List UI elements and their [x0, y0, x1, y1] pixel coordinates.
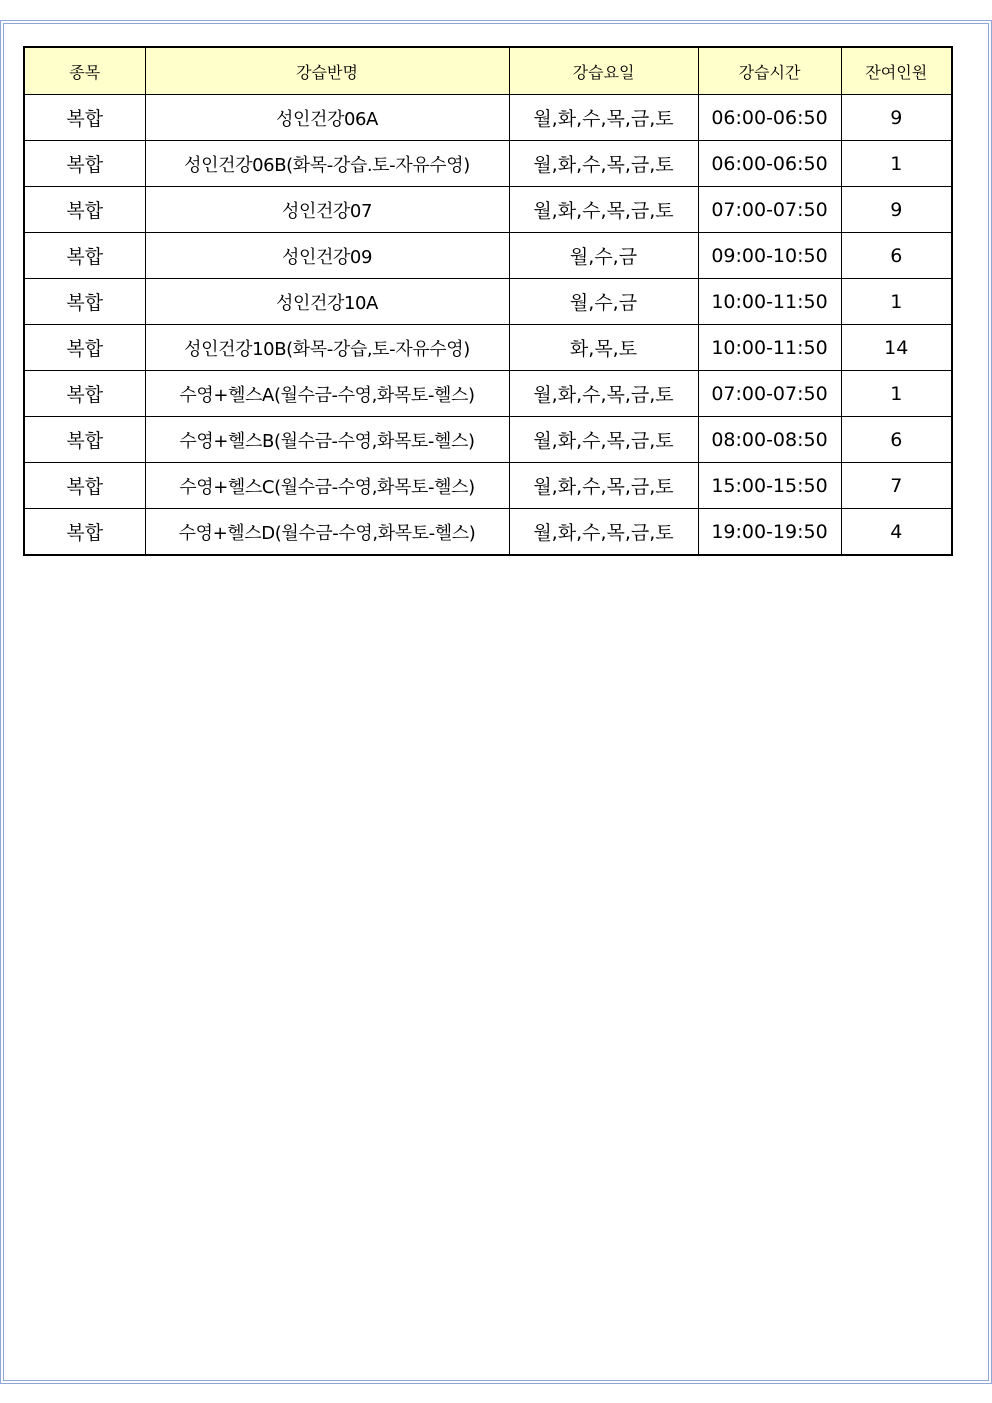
cell-class-time: 06:00-06:50	[698, 95, 841, 141]
header-class-days: 강습요일	[509, 47, 698, 95]
cell-category: 복합	[24, 417, 145, 463]
cell-class-name: 성인건강06A	[145, 95, 509, 141]
cell-remaining-seats: 14	[841, 325, 952, 371]
table-row	[24, 371, 952, 417]
cell-class-days: 월,화,수,목,금,토	[509, 187, 698, 233]
cell-class-time: 08:00-08:50	[698, 417, 841, 463]
cell-class-days: 월,화,수,목,금,토	[509, 463, 698, 509]
cell-class-time: 07:00-07:50	[698, 187, 841, 233]
header-class-time: 강습시간	[698, 47, 841, 95]
table-row	[24, 325, 952, 371]
cell-category: 복합	[24, 141, 145, 187]
cell-class-time: 10:00-11:50	[698, 279, 841, 325]
cell-class-name: 성인건강10A	[145, 279, 509, 325]
cell-class-time: 19:00-19:50	[698, 509, 841, 556]
cell-class-name: 성인건강09	[145, 233, 509, 279]
class-schedule-table	[23, 46, 953, 556]
cell-remaining-seats: 1	[841, 279, 952, 325]
cell-category: 복합	[24, 95, 145, 141]
cell-category: 복합	[24, 279, 145, 325]
cell-remaining-seats: 6	[841, 417, 952, 463]
cell-remaining-seats: 9	[841, 95, 952, 141]
cell-class-days: 월,화,수,목,금,토	[509, 141, 698, 187]
table-row	[24, 279, 952, 325]
cell-category: 복합	[24, 187, 145, 233]
cell-class-days: 월,화,수,목,금,토	[509, 371, 698, 417]
table-row	[24, 141, 952, 187]
header-class-name: 강습반명	[145, 47, 509, 95]
header-category: 종목	[24, 47, 145, 95]
cell-class-days: 월,화,수,목,금,토	[509, 509, 698, 556]
cell-class-name: 수영+헬스B(월수금-수영,화목토-헬스)	[145, 417, 509, 463]
cell-category: 복합	[24, 371, 145, 417]
table-row	[24, 463, 952, 509]
cell-category: 복합	[24, 233, 145, 279]
cell-class-time: 09:00-10:50	[698, 233, 841, 279]
cell-remaining-seats: 7	[841, 463, 952, 509]
cell-class-name: 성인건강07	[145, 187, 509, 233]
header-row	[24, 47, 952, 95]
cell-class-name: 수영+헬스D(월수금-수영,화목토-헬스)	[145, 509, 509, 556]
cell-class-time: 10:00-11:50	[698, 325, 841, 371]
cell-category: 복합	[24, 463, 145, 509]
cell-class-days: 월,수,금	[509, 279, 698, 325]
cell-remaining-seats: 4	[841, 509, 952, 556]
cell-class-time: 07:00-07:50	[698, 371, 841, 417]
table-row	[24, 187, 952, 233]
table-body	[24, 95, 952, 556]
cell-class-days: 월,화,수,목,금,토	[509, 417, 698, 463]
cell-remaining-seats: 1	[841, 141, 952, 187]
header-remaining-seats: 잔여인원	[841, 47, 952, 95]
cell-category: 복합	[24, 325, 145, 371]
table-row	[24, 417, 952, 463]
cell-class-name: 성인건강06B(화목-강습.토-자유수영)	[145, 141, 509, 187]
cell-category: 복합	[24, 509, 145, 556]
cell-class-name: 수영+헬스C(월수금-수영,화목토-헬스)	[145, 463, 509, 509]
cell-class-days: 화,목,토	[509, 325, 698, 371]
table-row	[24, 95, 952, 141]
cell-class-days: 월,수,금	[509, 233, 698, 279]
cell-class-days: 월,화,수,목,금,토	[509, 95, 698, 141]
table-header	[24, 47, 952, 95]
cell-class-time: 06:00-06:50	[698, 141, 841, 187]
cell-class-time: 15:00-15:50	[698, 463, 841, 509]
table-row	[24, 233, 952, 279]
cell-class-name: 성인건강10B(화목-강습,토-자유수영)	[145, 325, 509, 371]
cell-remaining-seats: 9	[841, 187, 952, 233]
table-row	[24, 509, 952, 556]
cell-class-name: 수영+헬스A(월수금-수영,화목토-헬스)	[145, 371, 509, 417]
cell-remaining-seats: 6	[841, 233, 952, 279]
cell-remaining-seats: 1	[841, 371, 952, 417]
